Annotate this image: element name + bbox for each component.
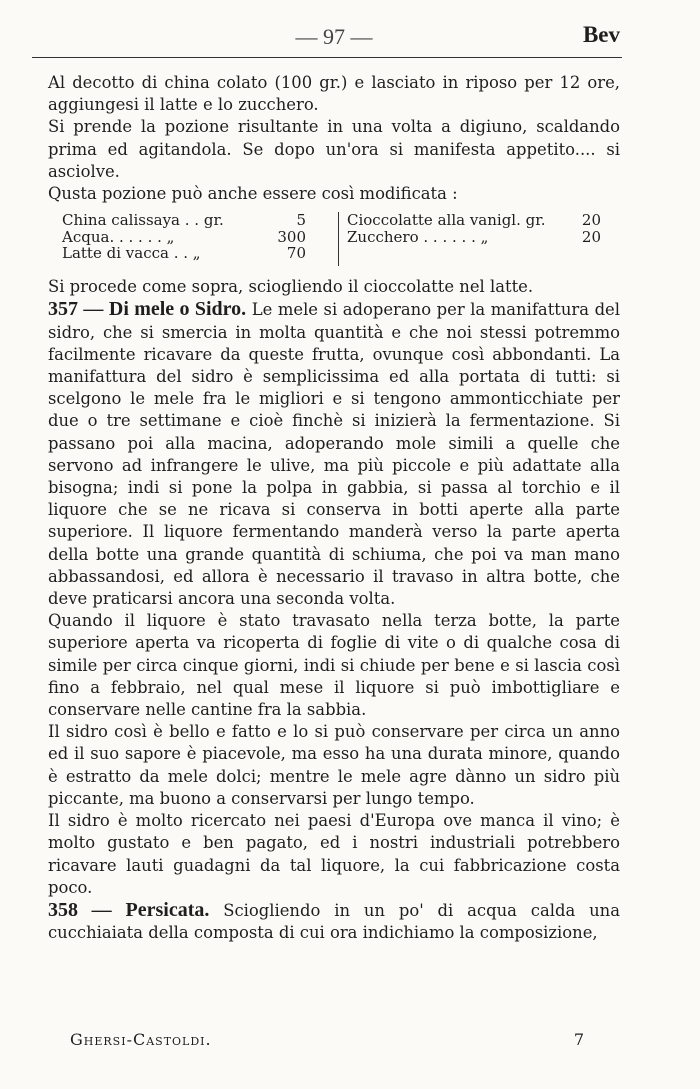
ingredient-qty: 300: [277, 227, 306, 246]
paragraph: Si prende la pozione risultante in una volta a digiuno, scaldando prima ed agitandola. Se dopo un'ora si manifesta appetito.... si asciolve.: [48, 117, 620, 181]
recipe-row: [62, 212, 318, 229]
recipe-column-left: [62, 212, 318, 262]
running-head: Bev: [582, 22, 620, 47]
ingredient-name: Cioccolatte alla vanigl. gr.: [347, 211, 546, 230]
page-number: — 97 —: [295, 24, 373, 49]
paragraph: Qusta pozione può anche essere così modificata :: [48, 184, 458, 204]
recipe-column-right: [338, 212, 613, 266]
entry-body: Le mele si adoperano per la manifattura del sidro, che si smercia in molta quantità e che noi stessi potremmo facilmente ricavare da queste frutta, ovunque così abbondanti. La manifattura del sidro è semplicissima ed alla portata di tutti: si scelgono le mele fra le migliori e si tengono ammonticchiate per due o tre settimane e cioè finchè si inizierà la fermentazione. Si passano poi alla macina, adoperando mole simili a quelle che servono ad infrangere le ulive, ma più piccole e più adattate alla bisogna; indi si pone la polpa in gabbia, si passa al torchio e il liquore che se ne ricava si conserva in botti aperte alla parte superiore. Il liquore fermentando manderà verso la parte aperta della botte una grande quantità di schiuma, che poi va man mano abbassandosi, ed allora è necessario il travaso in altra botte, che deve praticarsi ancora una seconda volta.: [48, 300, 621, 609]
entry-number: 357 —: [48, 298, 104, 321]
recipe-row: [62, 229, 318, 246]
recipe-row: [62, 245, 318, 262]
signature-mark: 7: [573, 1030, 584, 1049]
recipe-row: [347, 212, 613, 229]
footer-author: Ghersi-Castoldi.: [70, 1030, 212, 1049]
paragraph: Il sidro è molto ricercato nei paesi d'Europa ove manca il vino; è molto gustato e ben pagato, ed i nostri industriali potrebbero ricavare lauti guadagni da tal liquore, la cui fabbricazione costa poco.: [48, 811, 620, 897]
entry-357: [48, 298, 620, 610]
ingredient-qty: 5: [296, 211, 306, 230]
entry-title: Persicata.: [125, 898, 210, 921]
paragraph: Al decotto di china colato (100 gr.) e lasciato in riposo per 12 ore, aggiungesi il latte e lo zucchero.: [48, 73, 620, 115]
paragraph: Si procede come sopra, sciogliendo il cioccolatte nel latte.: [48, 277, 534, 297]
ingredient-qty: 70: [286, 244, 306, 263]
page-footer: [70, 1030, 590, 1054]
entry-number: 358 —: [48, 898, 112, 921]
ingredient-name: Zucchero . . . . . . „: [347, 227, 489, 246]
ingredient-qty: 20: [581, 227, 601, 246]
header-rule: [32, 57, 622, 58]
recipe-table: [62, 212, 620, 272]
ingredient-name: China calissaya . . gr.: [62, 211, 224, 230]
body-text: [48, 72, 620, 944]
ingredient-name: Latte di vacca . . „: [62, 244, 201, 263]
ingredient-qty: 20: [581, 211, 601, 230]
entry-body: Sciogliendo in un po' di acqua calda una cucchiaiata della composta di cui ora indichiamo la composizione,: [48, 900, 620, 943]
entry-358: [48, 899, 620, 944]
paragraph: Il sidro così è bello e fatto e lo si può conservare per circa un anno ed il suo sapore è piacevole, ma esso ha una durata minore, quando è estratto da mele dolci; mentre le mele agre dànno un sidro più piccante, ma buono a conservarsi per lungo tempo.: [48, 722, 620, 808]
recipe-row: [347, 229, 613, 246]
entry-title: Di mele o Sidro.: [108, 298, 247, 321]
ingredient-name: Acqua. . . . . . „: [62, 227, 175, 246]
paragraph: Quando il liquore è stato travasato nella terza botte, la parte superiore aperta va ricoperta di foglie di vite o di qualche cosa di simile per circa cinque giorni, indi si chiude per bene e si lascia così fino a febbraio, nel qual mese il liquore si può imbottigliare e conservare nelle cantine fra la sabbia.: [48, 611, 620, 720]
page-header: [48, 22, 620, 52]
